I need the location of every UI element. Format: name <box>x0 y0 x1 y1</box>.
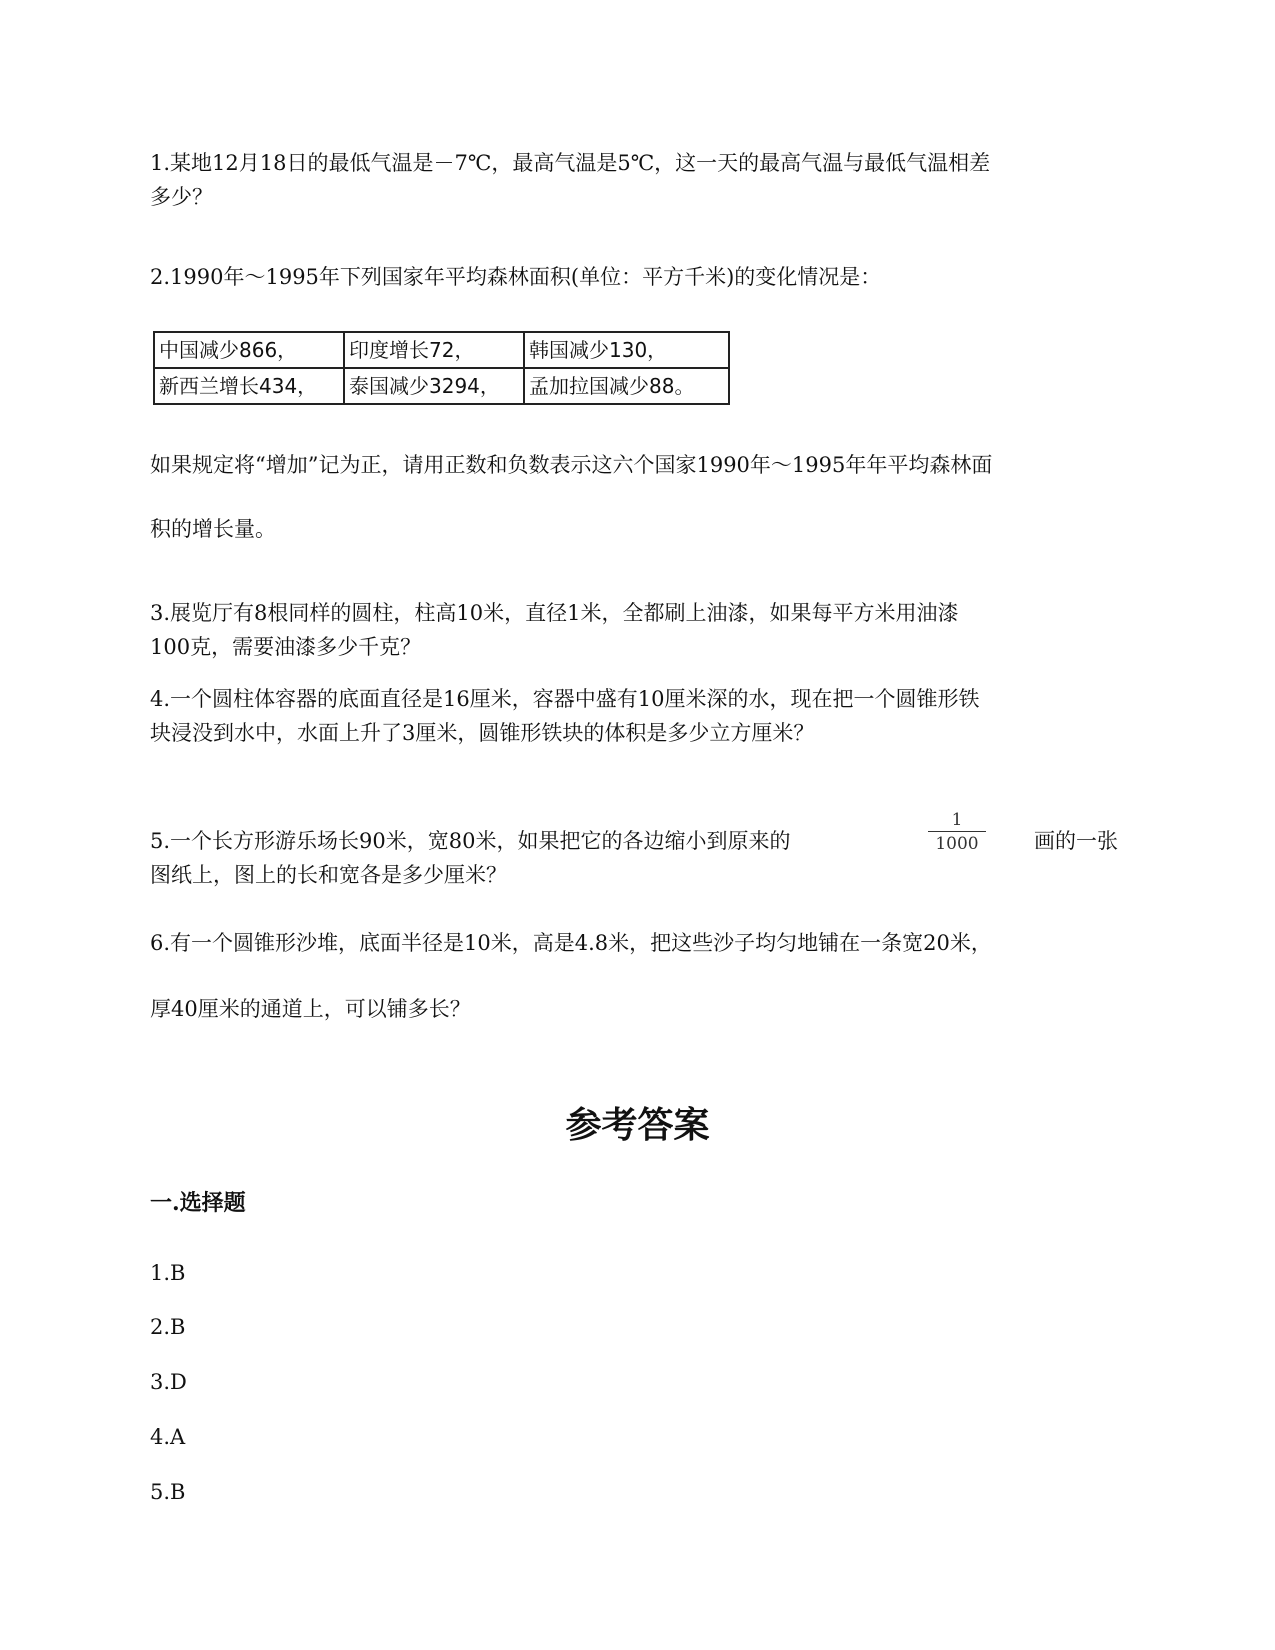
answers-title: 参考答案 <box>565 1104 710 1146</box>
question-1-line-2: 多少？ <box>150 185 213 209</box>
question-6-cont <box>150 992 471 1026</box>
table-cell: 印度增长72， <box>344 332 524 368</box>
question-5-text-line-2: 图纸上，图上的长和宽各是多少厘米？ <box>150 863 507 887</box>
table-row <box>154 368 729 404</box>
question-4-line-2: 块浸没到水中，水面上升了3厘米，圆锥形铁块的体积是多少立方厘米？ <box>150 721 815 745</box>
question-5-line-1-before <box>150 824 790 858</box>
table-cell: 新西兰增长434， <box>154 368 344 404</box>
question-1 <box>150 146 990 214</box>
question-5-line-1-after <box>1034 824 1118 858</box>
question-2-instruction-line-1: 如果规定将“增加”记为正，请用正数和负数表示这六个国家1990年～1995年年平均森林面 <box>150 453 993 477</box>
question-6 <box>150 926 992 960</box>
question-2-intro-text: 2.1990年～1995年下列国家年平均森林面积(单位：平方千米)的变化情况是： <box>150 265 882 289</box>
fraction-bar <box>928 831 986 832</box>
question-6-line-2: 厚40厘米的通道上，可以铺多长？ <box>150 997 471 1021</box>
answer-item: 4.A <box>150 1425 186 1449</box>
question-5-line-2 <box>150 858 507 892</box>
question-4-line-1: 4.一个圆柱体容器的底面直径是16厘米，容器中盛有10厘米深的水，现在把一个圆锥形铁 <box>150 687 980 711</box>
table-cell: 中国减少866， <box>154 332 344 368</box>
question-5-text-before: 5.一个长方形游乐场长90米，宽80米，如果把它的各边缩小到原来的 <box>150 829 791 853</box>
table-row <box>154 332 729 368</box>
question-3-line-2: 100克，需要油漆多少千克？ <box>150 635 422 659</box>
question-3 <box>150 596 958 664</box>
question-1-line-1: 1.某地12月18日的最低气温是－7℃，最高气温是5℃，这一天的最高气温与最低气温相差 <box>150 151 991 175</box>
fraction-denominator: 1000 <box>935 834 979 854</box>
forest-change-table <box>153 331 730 405</box>
question-3-line-1: 3.展览厅有8根同样的圆柱，柱高10米，直径1米，全都刷上油漆，如果每平方米用油漆 <box>150 601 959 625</box>
answer-item: 3.D <box>150 1370 187 1394</box>
question-2-instruction <box>150 448 992 482</box>
fraction-numerator: 1 <box>951 810 963 830</box>
section-heading-choice: 一.选择题 <box>150 1190 246 1216</box>
fraction-one-thousandth <box>928 810 986 854</box>
question-5-text-after: 画的一张 <box>1034 829 1118 853</box>
table-cell: 泰国减少3294， <box>344 368 524 404</box>
table-cell: 孟加拉国减少88。 <box>524 368 729 404</box>
question-2-intro <box>150 260 881 294</box>
question-6-line-1: 6.有一个圆锥形沙堆，底面半径是10米，高是4.8米，把这些沙子均匀地铺在一条宽20米， <box>150 931 992 955</box>
question-2-instruction-cont <box>150 512 276 546</box>
answer-item: 5.B <box>150 1480 186 1504</box>
table-cell: 韩国减少130， <box>524 332 729 368</box>
answer-item: 2.B <box>150 1315 186 1339</box>
question-2-instruction-line-2: 积的增长量。 <box>150 517 276 541</box>
answer-item: 1.B <box>150 1261 186 1285</box>
question-4 <box>150 682 979 750</box>
